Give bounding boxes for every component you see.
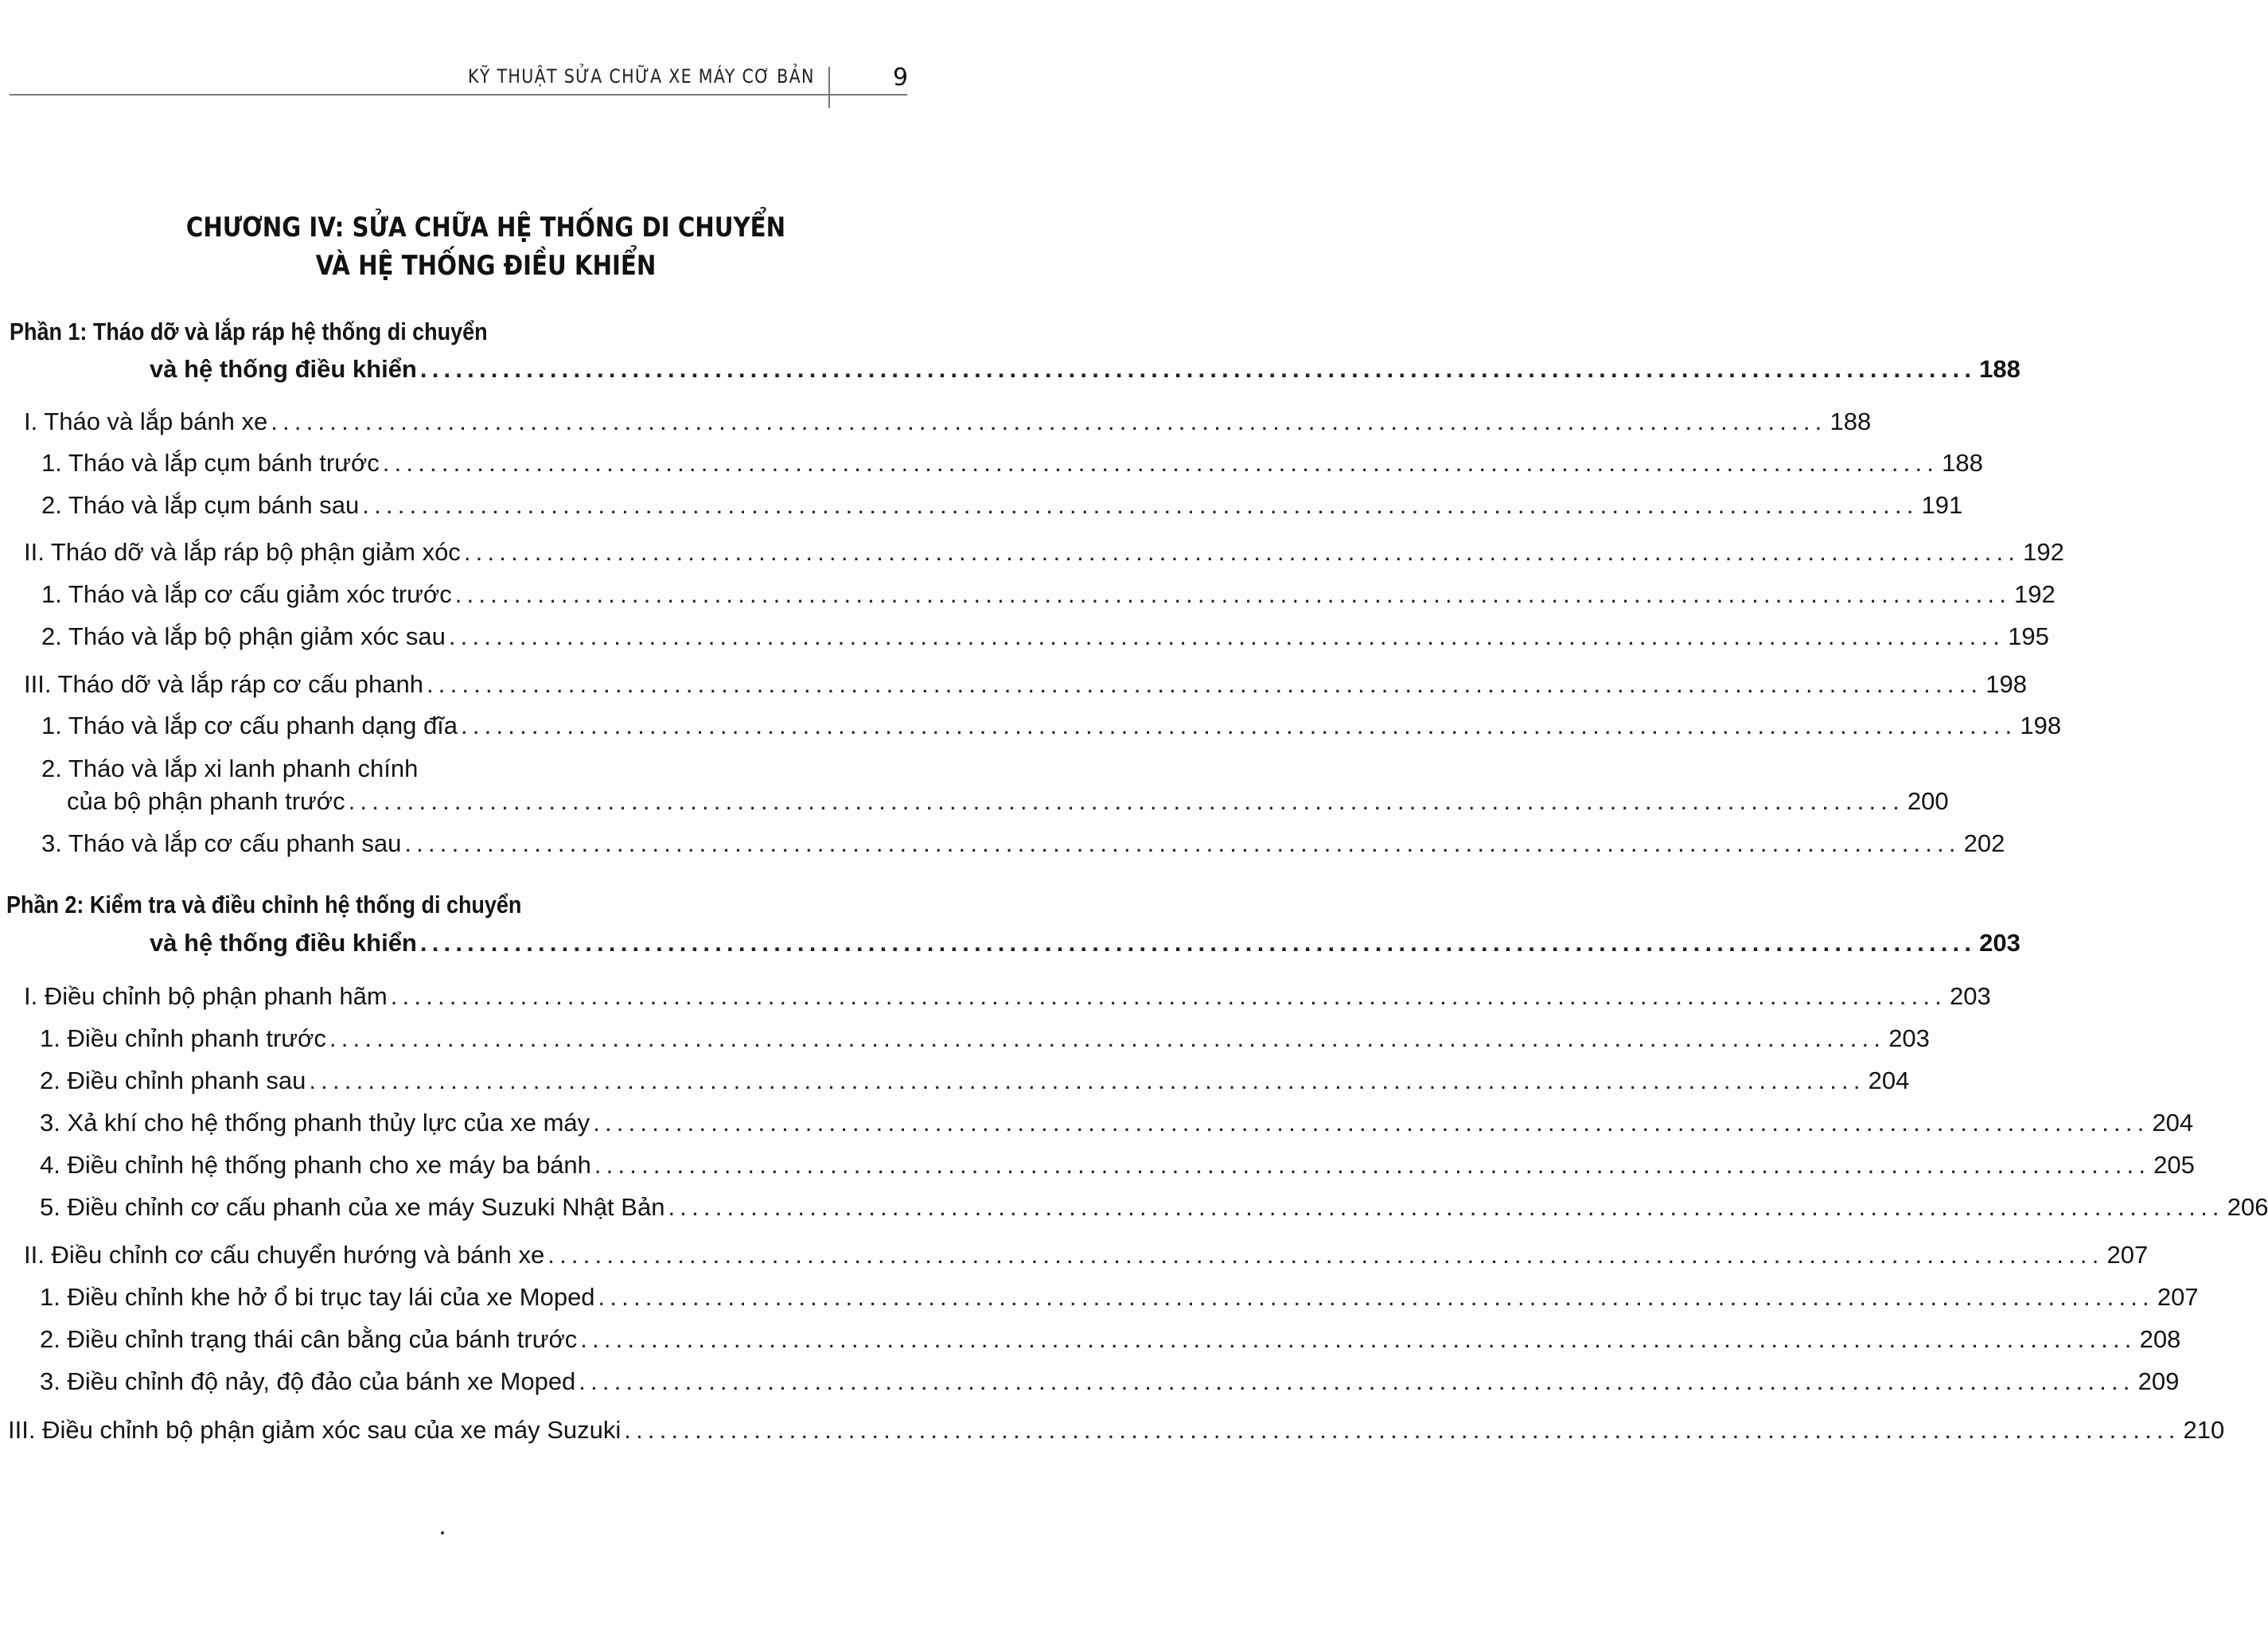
toc-entry-label: III. Điều chỉnh bộ phận giảm xóc sau của xe máy Suzuki (8, 1416, 622, 1444)
toc-entry-label: 1. Tháo và lắp cơ cấu giảm xóc trước (41, 580, 452, 608)
toc-entry-label: 4. Điều chỉnh hệ thống phanh cho xe máy ba bánh (40, 1151, 591, 1179)
toc-entry-page: 210 (2183, 1416, 2225, 1444)
dot-leader: .................................................................................................................................... (329, 1024, 1886, 1052)
toc-entry-item[interactable] (0, 1322, 2181, 1357)
part-1-heading-text: Phần 1: Tháo dỡ và lắp ráp hệ thống di chuyển (10, 318, 488, 345)
toc-entry-page: 188 (1942, 449, 1983, 477)
toc-entry-item[interactable] (0, 577, 2056, 612)
dot-leader: .................................................................................................................................... (580, 1325, 2137, 1353)
toc-entry-page: 192 (2014, 580, 2056, 608)
part-2-heading-text: Phần 2: Kiểm tra và điều chỉnh hệ thống di chuyển (6, 891, 522, 918)
chapter-title-line-1: CHƯƠNG IV: SỬA CHỮA HỆ THỐNG DI CHUYỂN (185, 212, 786, 244)
toc-entry-section[interactable] (0, 667, 2027, 702)
chapter-title (0, 209, 972, 285)
toc-entry-label: 2. Tháo và lắp xi lanh phanh chính (41, 755, 419, 782)
toc-entry-label: 2. Điều chỉnh trạng thái cân bằng của bánh trước (40, 1325, 578, 1353)
toc-entry-page: 198 (2020, 712, 2062, 739)
dot-leader: .................................................................................................................................... (448, 622, 2005, 650)
dot-leader: .................................................................................................................................... (426, 670, 1983, 698)
dot-leader: .................................................................................................................................... (593, 1109, 2149, 1137)
dot-leader: .................................................................................................................................... (309, 1067, 1865, 1094)
print-speck (441, 1531, 444, 1534)
toc-entry-label: của bộ phận phanh trước (67, 787, 345, 815)
toc-entry-section[interactable] (0, 1238, 2149, 1273)
toc-entry-page: 204 (2152, 1109, 2194, 1137)
toc-entry-item[interactable] (0, 488, 1963, 523)
toc-entry-page: 206 (2227, 1193, 2268, 1221)
toc-entry-page: 203 (1950, 982, 1991, 1010)
dot-leader: .................................................................................................................................... (463, 538, 2021, 566)
dot-leader: .................................................................................................................................... (624, 1416, 2180, 1444)
toc-entry-item[interactable] (0, 1021, 1930, 1056)
toc-entry-item[interactable] (0, 784, 1949, 819)
book-title: KỸ THUẬT SỬA CHỮA XE MÁY CƠ BẢN (468, 65, 815, 88)
toc-entry-part-1[interactable] (0, 352, 2021, 387)
toc-entry-page: 208 (2139, 1325, 2181, 1353)
toc-entry-label: I. Tháo và lắp bánh xe (24, 408, 268, 435)
toc-entry-page: 209 (2137, 1367, 2180, 1395)
dot-leader: .................................................................................................................................... (390, 982, 1947, 1010)
dot-leader: .................................................................................................................................... (362, 491, 1919, 519)
toc-entry-section[interactable] (0, 404, 1872, 439)
toc-entry-item[interactable] (0, 708, 2062, 743)
toc-entry-label: 5. Điều chỉnh cơ cấu phanh của xe máy Suzuki Nhật Bản (40, 1193, 665, 1221)
dot-leader: .................................................................................................................................... (404, 829, 1961, 857)
chapter-title-line-2: VÀ HỆ THỐNG ĐIỀU KHIỂN (315, 250, 657, 282)
toc-entry-item[interactable] (0, 446, 1983, 481)
dot-leader: .................................................................................................................................... (348, 787, 1904, 815)
header-rule (10, 94, 907, 96)
toc-entry-label: 1. Tháo và lắp cụm bánh trước (41, 449, 380, 477)
toc-entry-label: 3. Xả khí cho hệ thống phanh thủy lực của xe máy (40, 1109, 590, 1137)
toc-entry-page: 205 (2153, 1151, 2195, 1179)
toc-entry-page: 191 (1921, 491, 1963, 519)
dot-leader: .................................................................................................................................... (461, 712, 2017, 739)
dot-leader: .................................................................................................................................... (454, 580, 2012, 608)
toc-entry-label: và hệ thống điều khiển (150, 929, 417, 957)
toc-entry-page: 203 (1888, 1024, 1930, 1052)
toc-entry-item[interactable] (0, 1280, 2199, 1315)
toc-entry-item[interactable] (0, 1106, 2194, 1141)
toc-entry-section[interactable] (0, 535, 2064, 570)
toc-entry-page: 204 (1868, 1067, 1910, 1094)
toc-entry-page: 198 (1985, 670, 2027, 698)
toc-entry-label: 1. Tháo và lắp cơ cấu phanh dạng đĩa (41, 712, 458, 739)
dot-leader: .................................................................................................................................... (382, 449, 1939, 477)
toc-entry-label: II. Điều chỉnh cơ cấu chuyển hướng và bánh xe (24, 1241, 545, 1269)
toc-entry-label: 3. Tháo và lắp cơ cấu phanh sau (41, 829, 402, 857)
dot-leader: .................................................................................................................................... (668, 1193, 2224, 1221)
toc-entry-label: 2. Tháo và lắp bộ phận giảm xóc sau (41, 622, 446, 650)
dot-leader: .................................................................................................................................... (598, 1283, 2154, 1311)
toc-entry-item[interactable] (0, 1148, 2195, 1183)
toc-entry-page: 200 (1907, 787, 1949, 815)
part-2-heading-line-1 (6, 887, 598, 922)
toc-entry-page: 207 (2157, 1283, 2199, 1311)
toc-entry-page: 207 (2106, 1241, 2149, 1269)
toc-entry-item[interactable] (0, 1364, 2180, 1399)
dot-leader: .................................................................................................................................... (548, 1241, 2104, 1269)
toc-entry-label: 2. Điều chỉnh phanh sau (40, 1067, 306, 1094)
toc-entry-item[interactable] (0, 826, 2005, 861)
toc-entry-section[interactable] (0, 979, 1991, 1014)
page-number: 9 (893, 64, 909, 92)
toc-entry-item-line-1 (41, 751, 418, 786)
toc-entry-label: 3. Điều chỉnh độ nảy, độ đảo của bánh xe Moped (40, 1367, 576, 1395)
header-separator (828, 67, 830, 108)
toc-entry-page: 202 (1963, 829, 2005, 857)
running-header (0, 0, 972, 111)
toc-entry-page: 195 (2008, 622, 2049, 650)
dot-leader: .................................................................................................................................... (579, 1367, 2135, 1395)
toc-entry-label: 2. Tháo và lắp cụm bánh sau (41, 491, 360, 519)
toc-entry-page: 203 (1979, 929, 2021, 957)
toc-entry-label: I. Điều chỉnh bộ phận phanh hãm (24, 982, 388, 1010)
toc-entry-label: 1. Điều chỉnh khe hở ổ bi trục tay lái của xe Moped (40, 1283, 595, 1311)
toc-entry-section[interactable] (0, 1413, 2225, 1448)
toc-entry-page: 192 (2023, 538, 2064, 566)
toc-entry-item[interactable] (0, 1063, 1910, 1098)
toc-entry-item[interactable] (0, 1190, 2268, 1225)
toc-entry-label: 1. Điều chỉnh phanh trước (40, 1024, 326, 1052)
dot-leader: .................................................................................................................................... (271, 408, 1827, 435)
toc-entry-part-2[interactable] (0, 926, 2021, 961)
part-1-heading-line-1 (10, 314, 559, 349)
toc-entry-label: và hệ thống điều khiển (150, 355, 417, 383)
toc-entry-label: III. Tháo dỡ và lắp ráp cơ cấu phanh (24, 670, 423, 698)
dot-leader: .................................................................................................................................... (419, 355, 1977, 383)
toc-entry-page: 188 (1830, 408, 1872, 435)
toc-entry-page: 188 (1979, 355, 2021, 383)
toc-entry-label: II. Tháo dỡ và lắp ráp bộ phận giảm xóc (24, 538, 461, 566)
dot-leader: .................................................................................................................................... (594, 1151, 2151, 1179)
toc-entry-item[interactable] (0, 619, 2049, 654)
dot-leader: .................................................................................................................................... (419, 929, 1977, 957)
